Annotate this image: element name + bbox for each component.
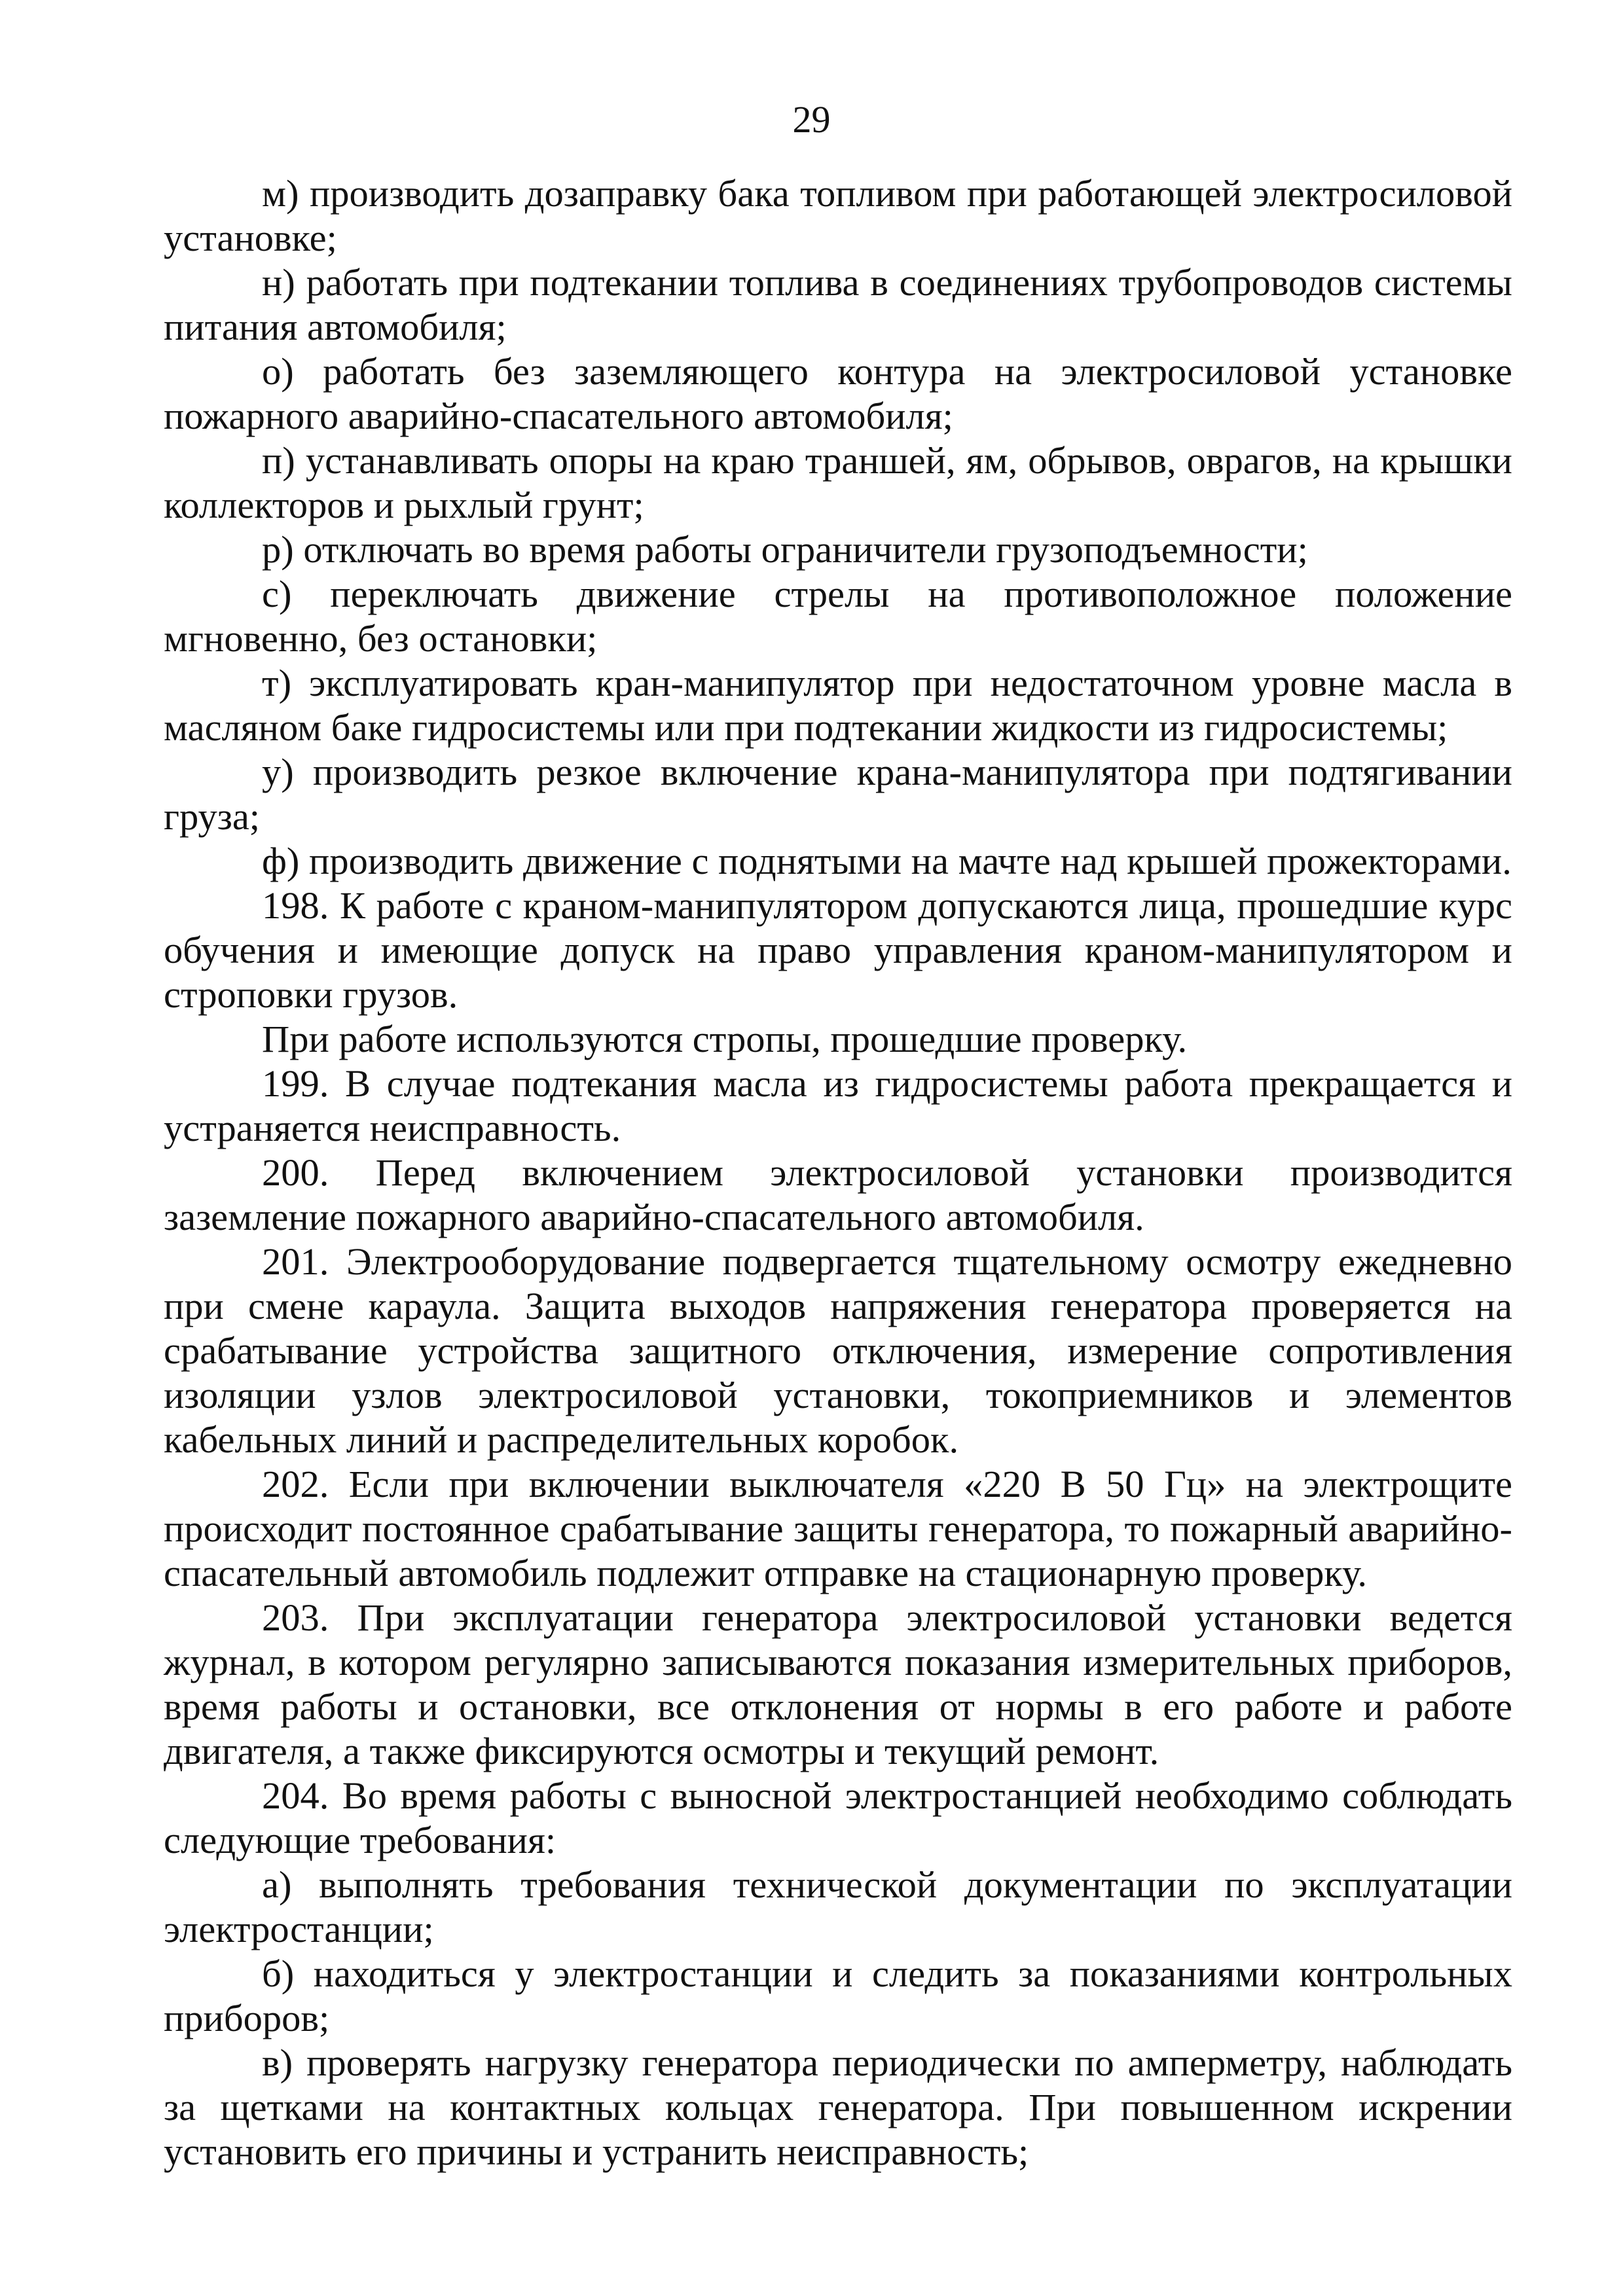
paragraph-198-note: При работе используются стропы, прошедшие проверку. [262, 1018, 1188, 1060]
paragraph-item-f: ф) производить движение с поднятыми на мачте над крышей прожекторами. [262, 840, 1512, 882]
paragraph-200: 200. Перед включением электросиловой установки производится заземление пожарного аварийно-спасательного автомобиля. [164, 1151, 1512, 1238]
page-number: 29 [792, 98, 831, 141]
paragraph-204-a: а) выполнять требования технической документации по эксплуатации электростанции; [164, 1863, 1512, 1950]
paragraph-203: 203. При эксплуатации генератора электросиловой установки ведется журнал, в котором регулярно записываются показания измерительных приборов, время работы и остановки, все отклонения от нормы в его работе и работе двигателя, а также фиксируются осмотры и текущий ремонт. [164, 1596, 1512, 1772]
paragraph-204: 204. Во время работы с выносной электростанцией необходимо соблюдать следующие требования: [164, 1774, 1512, 1861]
paragraph-item-n: н) работать при подтекании топлива в соединениях трубопроводов системы питания автомобиля; [164, 261, 1512, 348]
paragraph-item-p: п) устанавливать опоры на краю траншей, ям, обрывов, оврагов, на крышки коллекторов и рыхлый грунт; [164, 439, 1512, 526]
document-body [164, 171, 1512, 2174]
paragraph-204-b: б) находиться у электростанции и следить за показаниями контрольных приборов; [164, 1952, 1512, 2039]
paragraph-202: 202. Если при включении выключателя «220 В 50 Гц» на электрощите происходит постоянное срабатывание защиты генератора, то пожарный аварийно-спасательный автомобиль подлежит отправке на стационарную проверку. [164, 1463, 1512, 1594]
paragraph-199: 199. В случае подтекания масла из гидросистемы работа прекращается и устраняется неисправность. [164, 1062, 1512, 1149]
paragraph-item-t: т) эксплуатировать кран-манипулятор при недостаточном уровне масла в масляном баке гидросистемы или при подтекании жидкости из гидросистемы; [164, 662, 1512, 749]
paragraph-item-m: м) производить дозаправку бака топливом при работающей электросиловой установке; [164, 172, 1512, 259]
paragraph-204-v: в) проверять нагрузку генератора периодически по амперметру, наблюдать за щетками на контактных кольцах генератора. При повышенном искрении установить его причины и устранить неисправность; [164, 2041, 1512, 2173]
paragraph-item-r: р) отключать во время работы ограничители грузоподъемности; [262, 528, 1308, 571]
paragraph-item-u: у) производить резкое включение крана-манипулятора при подтягивании груза; [164, 751, 1512, 838]
paragraph-201: 201. Электрооборудование подвергается тщательному осмотру ежедневно при смене караула. Защита выходов напряжения генератора проверяется на срабатывание устройства защитного отключения, измерение сопротивления изоляции узлов электросиловой установки, токоприемников и элементов кабельных линий и распределительных коробок. [164, 1240, 1512, 1461]
paragraph-198: 198. К работе с краном-манипулятором допускаются лица, прошедшие курс обучения и имеющие допуск на право управления краном-манипулятором и строповки грузов. [164, 884, 1512, 1016]
paragraph-item-s: с) переключать движение стрелы на противоположное положение мгновенно, без остановки; [164, 573, 1512, 660]
paragraph-item-o: о) работать без заземляющего контура на электросиловой установке пожарного аварийно-спасательного автомобиля; [164, 350, 1512, 437]
